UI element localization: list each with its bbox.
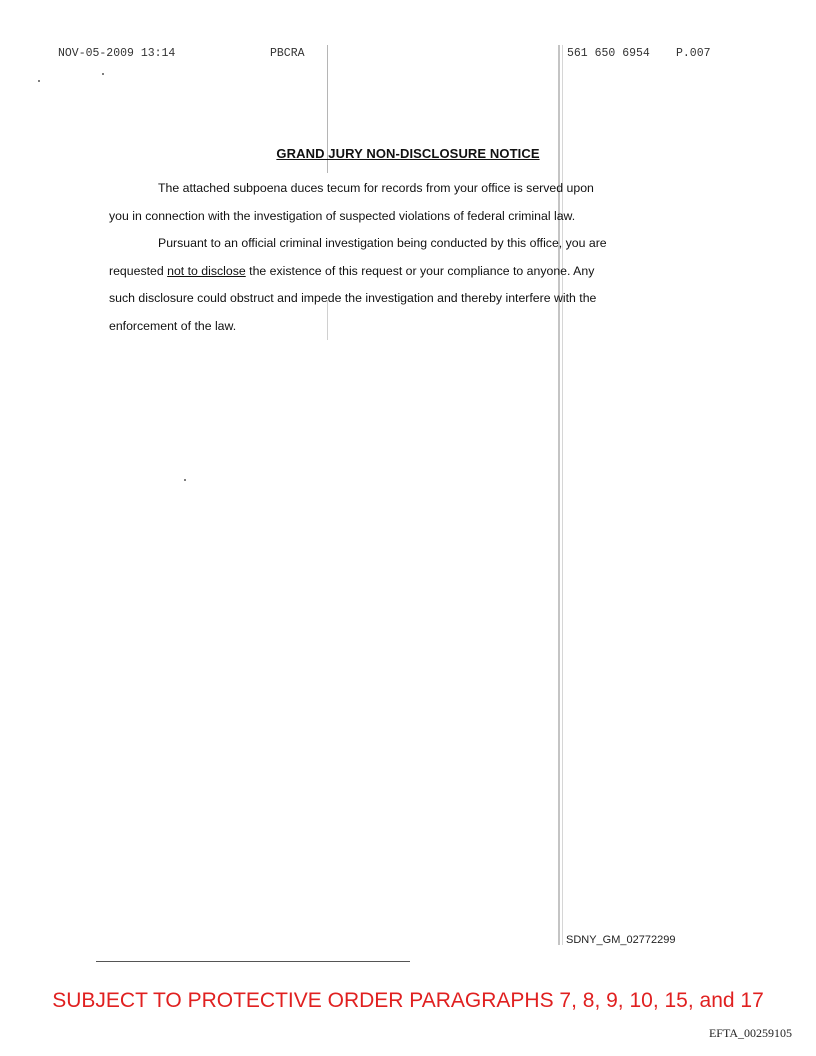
not-to-disclose-emphasis: not to disclose [167,263,246,278]
paragraph-2-pre-text: requested [109,263,168,278]
scan-speck [102,73,104,75]
protective-order-stamp: SUBJECT TO PROTECTIVE ORDER PARAGRAPHS 7, 8, 9, 10, 15, and 17 [52,989,764,1012]
paragraph-2-line-2 [109,258,709,286]
efta-id: EFTA_00259105 [708,1026,792,1040]
paragraph-1-line-1: The attached subpoena duces tecum for records from your office is served upon [158,181,594,195]
bates-number: SDNY_GM_02772299 [566,934,676,946]
paragraph-1-line-2: you in connection with the investigation of suspected violations of federal criminal law. [109,208,576,223]
notice-title: GRAND JURY NON-DISCLOSURE NOTICE [276,146,540,161]
fax-phone: 561 650 6954 [567,47,650,60]
footer-rule [96,961,410,962]
scan-speck [38,80,40,82]
fax-sender: PBCRA [270,47,305,60]
scan-speck [184,479,186,481]
fax-date-time: NOV-05-2009 13:14 [58,47,176,60]
paragraph-2-line-4: enforcement of the law. [109,318,237,333]
notice-paragraph-2 [109,230,709,340]
paragraph-2-line-1: Pursuant to an official criminal investigation being conducted by this office, you are [158,236,607,250]
fax-page-number: P.007 [676,47,711,60]
notice-paragraph-1 [109,175,709,230]
fax-header [0,47,816,61]
paragraph-2-post-text: the existence of this request or your compliance to anyone. Any [245,263,595,278]
paragraph-2-line-3: such disclosure could obstruct and impede the investigation and thereby interfere with the [109,291,597,305]
